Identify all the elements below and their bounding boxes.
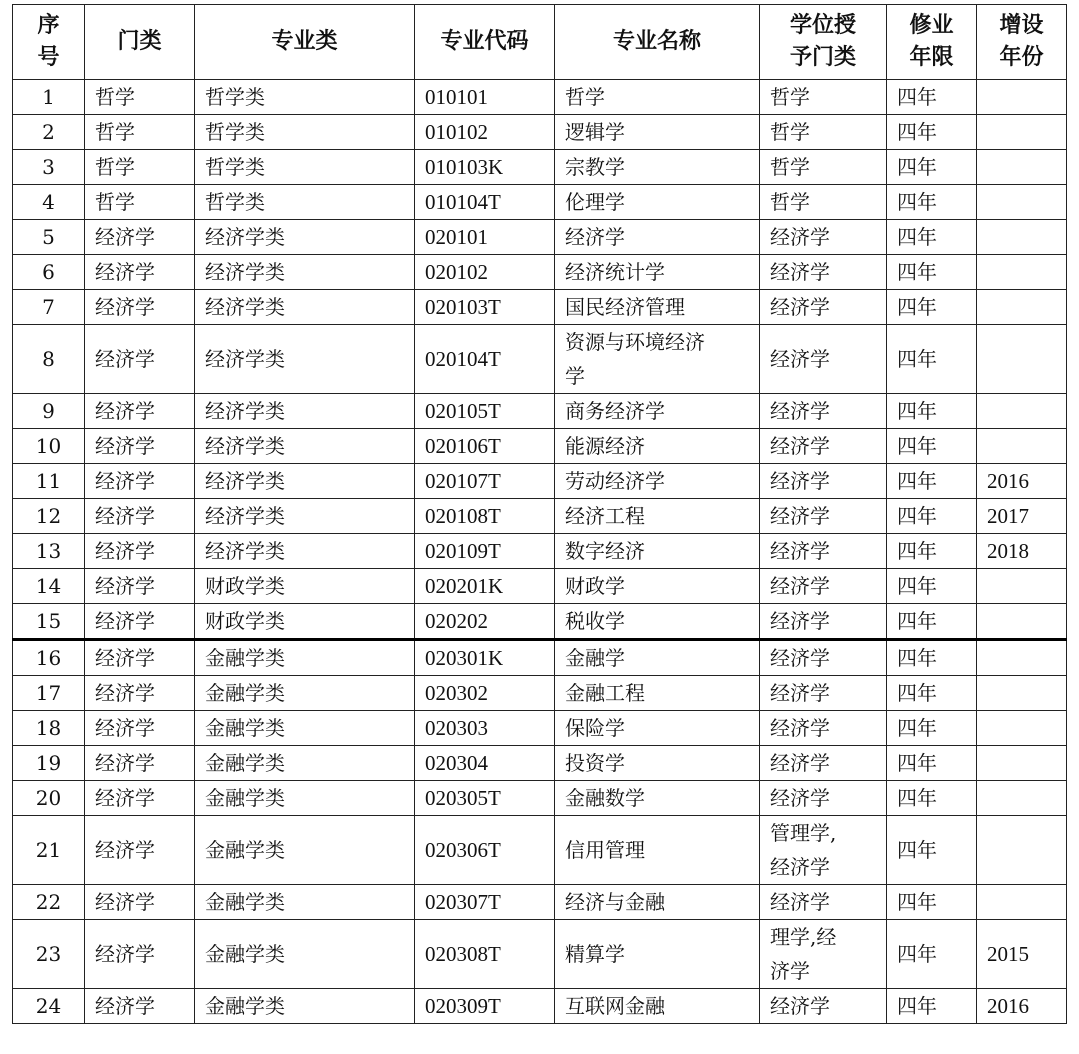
cell-class: 金融学类 xyxy=(195,816,415,885)
cell-duration: 四年 xyxy=(887,325,977,394)
cell-name: 劳动经济学 xyxy=(555,464,760,499)
cell-code: 010102 xyxy=(415,115,555,150)
cell-name: 互联网金融 xyxy=(555,989,760,1024)
cell-code: 020307T xyxy=(415,885,555,920)
cell-no: 17 xyxy=(13,676,85,711)
cell-degree: 经济学 xyxy=(760,885,887,920)
cell-class: 金融学类 xyxy=(195,781,415,816)
cell-degree: 经济学 xyxy=(760,394,887,429)
cell-code: 020309T xyxy=(415,989,555,1024)
cell-name: 税收学 xyxy=(555,604,760,640)
cell-duration: 四年 xyxy=(887,80,977,115)
cell-name: 经济工程 xyxy=(555,499,760,534)
cell-no: 15 xyxy=(13,604,85,640)
cell-class: 哲学类 xyxy=(195,150,415,185)
header-duration: 修业 年限 xyxy=(887,5,977,80)
cell-duration: 四年 xyxy=(887,499,977,534)
cell-degree: 经济学 xyxy=(760,711,887,746)
table-row xyxy=(13,115,1067,150)
cell-category: 经济学 xyxy=(85,499,195,534)
cell-class: 金融学类 xyxy=(195,711,415,746)
cell-code: 020101 xyxy=(415,220,555,255)
table-row xyxy=(13,920,1067,989)
table-row xyxy=(13,325,1067,394)
table-row xyxy=(13,255,1067,290)
cell-name: 能源经济 xyxy=(555,429,760,464)
cell-degree: 经济学 xyxy=(760,604,887,640)
cell-name: 经济统计学 xyxy=(555,255,760,290)
cell-degree: 理学,经 济学 xyxy=(760,920,887,989)
cell-year xyxy=(977,604,1067,640)
cell-category: 经济学 xyxy=(85,781,195,816)
cell-year xyxy=(977,429,1067,464)
cell-code: 020104T xyxy=(415,325,555,394)
cell-class: 经济学类 xyxy=(195,394,415,429)
cell-duration: 四年 xyxy=(887,604,977,640)
cell-name: 金融数学 xyxy=(555,781,760,816)
cell-name: 宗教学 xyxy=(555,150,760,185)
cell-degree: 经济学 xyxy=(760,676,887,711)
cell-year: 2018 xyxy=(977,534,1067,569)
cell-duration: 四年 xyxy=(887,534,977,569)
cell-class: 金融学类 xyxy=(195,920,415,989)
header-year: 增设 年份 xyxy=(977,5,1067,80)
cell-no: 21 xyxy=(13,816,85,885)
cell-duration: 四年 xyxy=(887,255,977,290)
cell-year: 2017 xyxy=(977,499,1067,534)
cell-no: 24 xyxy=(13,989,85,1024)
cell-category: 经济学 xyxy=(85,290,195,325)
cell-year xyxy=(977,746,1067,781)
cell-class: 金融学类 xyxy=(195,676,415,711)
cell-name: 国民经济管理 xyxy=(555,290,760,325)
cell-code: 020306T xyxy=(415,816,555,885)
cell-category: 经济学 xyxy=(85,816,195,885)
cell-degree: 经济学 xyxy=(760,290,887,325)
cell-duration: 四年 xyxy=(887,640,977,676)
cell-degree: 经济学 xyxy=(760,989,887,1024)
cell-duration: 四年 xyxy=(887,711,977,746)
cell-name: 财政学 xyxy=(555,569,760,604)
cell-duration: 四年 xyxy=(887,676,977,711)
cell-category: 经济学 xyxy=(85,534,195,569)
cell-code: 010104T xyxy=(415,185,555,220)
cell-year xyxy=(977,711,1067,746)
cell-class: 金融学类 xyxy=(195,885,415,920)
table-row xyxy=(13,746,1067,781)
cell-year xyxy=(977,816,1067,885)
cell-no: 18 xyxy=(13,711,85,746)
cell-degree: 经济学 xyxy=(760,325,887,394)
cell-no: 8 xyxy=(13,325,85,394)
cell-degree: 经济学 xyxy=(760,220,887,255)
cell-code: 020105T xyxy=(415,394,555,429)
header-degree: 学位授 予门类 xyxy=(760,5,887,80)
table-row xyxy=(13,220,1067,255)
table-row xyxy=(13,464,1067,499)
cell-code: 020302 xyxy=(415,676,555,711)
cell-name: 经济学 xyxy=(555,220,760,255)
cell-year xyxy=(977,290,1067,325)
cell-no: 16 xyxy=(13,640,85,676)
header-class: 专业类 xyxy=(195,5,415,80)
cell-class: 财政学类 xyxy=(195,569,415,604)
cell-name: 伦理学 xyxy=(555,185,760,220)
cell-class: 哲学类 xyxy=(195,80,415,115)
table-row xyxy=(13,640,1067,676)
cell-class: 经济学类 xyxy=(195,290,415,325)
cell-year xyxy=(977,640,1067,676)
cell-category: 经济学 xyxy=(85,676,195,711)
cell-degree: 哲学 xyxy=(760,150,887,185)
cell-year xyxy=(977,676,1067,711)
cell-category: 经济学 xyxy=(85,885,195,920)
cell-class: 金融学类 xyxy=(195,640,415,676)
cell-duration: 四年 xyxy=(887,816,977,885)
table-row xyxy=(13,569,1067,604)
cell-name: 数字经济 xyxy=(555,534,760,569)
cell-class: 经济学类 xyxy=(195,499,415,534)
cell-degree: 哲学 xyxy=(760,80,887,115)
cell-name: 金融工程 xyxy=(555,676,760,711)
cell-duration: 四年 xyxy=(887,115,977,150)
cell-no: 23 xyxy=(13,920,85,989)
cell-category: 经济学 xyxy=(85,325,195,394)
table-row xyxy=(13,885,1067,920)
cell-no: 10 xyxy=(13,429,85,464)
cell-year: 2016 xyxy=(977,989,1067,1024)
cell-class: 经济学类 xyxy=(195,534,415,569)
cell-name: 投资学 xyxy=(555,746,760,781)
cell-year xyxy=(977,255,1067,290)
cell-degree: 经济学 xyxy=(760,640,887,676)
table-row xyxy=(13,80,1067,115)
cell-no: 20 xyxy=(13,781,85,816)
majors-table xyxy=(12,4,1067,1024)
header-no: 序 号 xyxy=(13,5,85,80)
cell-name: 信用管理 xyxy=(555,816,760,885)
cell-duration: 四年 xyxy=(887,746,977,781)
cell-name: 精算学 xyxy=(555,920,760,989)
cell-duration: 四年 xyxy=(887,185,977,220)
cell-degree: 经济学 xyxy=(760,255,887,290)
cell-no: 4 xyxy=(13,185,85,220)
cell-duration: 四年 xyxy=(887,920,977,989)
cell-code: 020103T xyxy=(415,290,555,325)
cell-category: 哲学 xyxy=(85,115,195,150)
cell-category: 经济学 xyxy=(85,604,195,640)
cell-year xyxy=(977,325,1067,394)
cell-code: 020202 xyxy=(415,604,555,640)
cell-class: 经济学类 xyxy=(195,325,415,394)
cell-code: 020308T xyxy=(415,920,555,989)
cell-degree: 哲学 xyxy=(760,115,887,150)
cell-code: 020106T xyxy=(415,429,555,464)
table-row xyxy=(13,604,1067,640)
cell-name: 经济与金融 xyxy=(555,885,760,920)
cell-duration: 四年 xyxy=(887,569,977,604)
cell-year xyxy=(977,885,1067,920)
cell-no: 2 xyxy=(13,115,85,150)
table-row xyxy=(13,429,1067,464)
table-row xyxy=(13,290,1067,325)
table-row xyxy=(13,989,1067,1024)
cell-category: 经济学 xyxy=(85,989,195,1024)
header-name: 专业名称 xyxy=(555,5,760,80)
cell-code: 020304 xyxy=(415,746,555,781)
table-row xyxy=(13,499,1067,534)
header-code: 专业代码 xyxy=(415,5,555,80)
cell-category: 经济学 xyxy=(85,746,195,781)
cell-year xyxy=(977,394,1067,429)
cell-year xyxy=(977,781,1067,816)
cell-no: 5 xyxy=(13,220,85,255)
table-row xyxy=(13,185,1067,220)
table-row xyxy=(13,150,1067,185)
table-row xyxy=(13,816,1067,885)
header-row xyxy=(13,5,1067,80)
cell-code: 020102 xyxy=(415,255,555,290)
cell-no: 22 xyxy=(13,885,85,920)
cell-no: 9 xyxy=(13,394,85,429)
cell-no: 11 xyxy=(13,464,85,499)
cell-duration: 四年 xyxy=(887,394,977,429)
cell-category: 经济学 xyxy=(85,569,195,604)
cell-year xyxy=(977,220,1067,255)
cell-duration: 四年 xyxy=(887,885,977,920)
cell-degree: 哲学 xyxy=(760,185,887,220)
table-row xyxy=(13,676,1067,711)
table-row xyxy=(13,394,1067,429)
cell-category: 经济学 xyxy=(85,394,195,429)
cell-class: 经济学类 xyxy=(195,464,415,499)
cell-name: 商务经济学 xyxy=(555,394,760,429)
cell-class: 财政学类 xyxy=(195,604,415,640)
cell-duration: 四年 xyxy=(887,220,977,255)
cell-year xyxy=(977,569,1067,604)
cell-no: 19 xyxy=(13,746,85,781)
cell-name: 保险学 xyxy=(555,711,760,746)
cell-code: 020107T xyxy=(415,464,555,499)
cell-year xyxy=(977,80,1067,115)
cell-code: 020108T xyxy=(415,499,555,534)
cell-duration: 四年 xyxy=(887,429,977,464)
header-category: 门类 xyxy=(85,5,195,80)
cell-degree: 经济学 xyxy=(760,569,887,604)
cell-code: 020201K xyxy=(415,569,555,604)
cell-no: 12 xyxy=(13,499,85,534)
cell-name: 资源与环境经济 学 xyxy=(555,325,760,394)
cell-no: 13 xyxy=(13,534,85,569)
cell-class: 哲学类 xyxy=(195,115,415,150)
cell-class: 经济学类 xyxy=(195,255,415,290)
cell-code: 010103K xyxy=(415,150,555,185)
cell-duration: 四年 xyxy=(887,781,977,816)
cell-year xyxy=(977,150,1067,185)
cell-no: 7 xyxy=(13,290,85,325)
cell-year: 2015 xyxy=(977,920,1067,989)
cell-class: 哲学类 xyxy=(195,185,415,220)
cell-no: 1 xyxy=(13,80,85,115)
cell-code: 020301K xyxy=(415,640,555,676)
cell-category: 经济学 xyxy=(85,255,195,290)
cell-degree: 管理学, 经济学 xyxy=(760,816,887,885)
cell-class: 经济学类 xyxy=(195,220,415,255)
table-body xyxy=(13,80,1067,1024)
cell-category: 经济学 xyxy=(85,920,195,989)
cell-code: 020305T xyxy=(415,781,555,816)
cell-category: 经济学 xyxy=(85,429,195,464)
cell-category: 哲学 xyxy=(85,80,195,115)
cell-code: 020303 xyxy=(415,711,555,746)
cell-category: 经济学 xyxy=(85,711,195,746)
cell-category: 经济学 xyxy=(85,640,195,676)
cell-year xyxy=(977,115,1067,150)
cell-duration: 四年 xyxy=(887,989,977,1024)
cell-duration: 四年 xyxy=(887,150,977,185)
cell-no: 6 xyxy=(13,255,85,290)
cell-no: 14 xyxy=(13,569,85,604)
cell-class: 金融学类 xyxy=(195,989,415,1024)
cell-year xyxy=(977,185,1067,220)
cell-degree: 经济学 xyxy=(760,781,887,816)
cell-name: 金融学 xyxy=(555,640,760,676)
cell-category: 哲学 xyxy=(85,185,195,220)
cell-code: 010101 xyxy=(415,80,555,115)
cell-degree: 经济学 xyxy=(760,464,887,499)
cell-year: 2016 xyxy=(977,464,1067,499)
table-row xyxy=(13,711,1067,746)
cell-name: 逻辑学 xyxy=(555,115,760,150)
cell-class: 金融学类 xyxy=(195,746,415,781)
cell-degree: 经济学 xyxy=(760,534,887,569)
cell-category: 经济学 xyxy=(85,220,195,255)
cell-category: 哲学 xyxy=(85,150,195,185)
cell-class: 经济学类 xyxy=(195,429,415,464)
cell-duration: 四年 xyxy=(887,464,977,499)
cell-duration: 四年 xyxy=(887,290,977,325)
table-row xyxy=(13,534,1067,569)
cell-code: 020109T xyxy=(415,534,555,569)
cell-degree: 经济学 xyxy=(760,429,887,464)
table-row xyxy=(13,781,1067,816)
cell-name: 哲学 xyxy=(555,80,760,115)
cell-no: 3 xyxy=(13,150,85,185)
cell-category: 经济学 xyxy=(85,464,195,499)
cell-degree: 经济学 xyxy=(760,499,887,534)
cell-degree: 经济学 xyxy=(760,746,887,781)
